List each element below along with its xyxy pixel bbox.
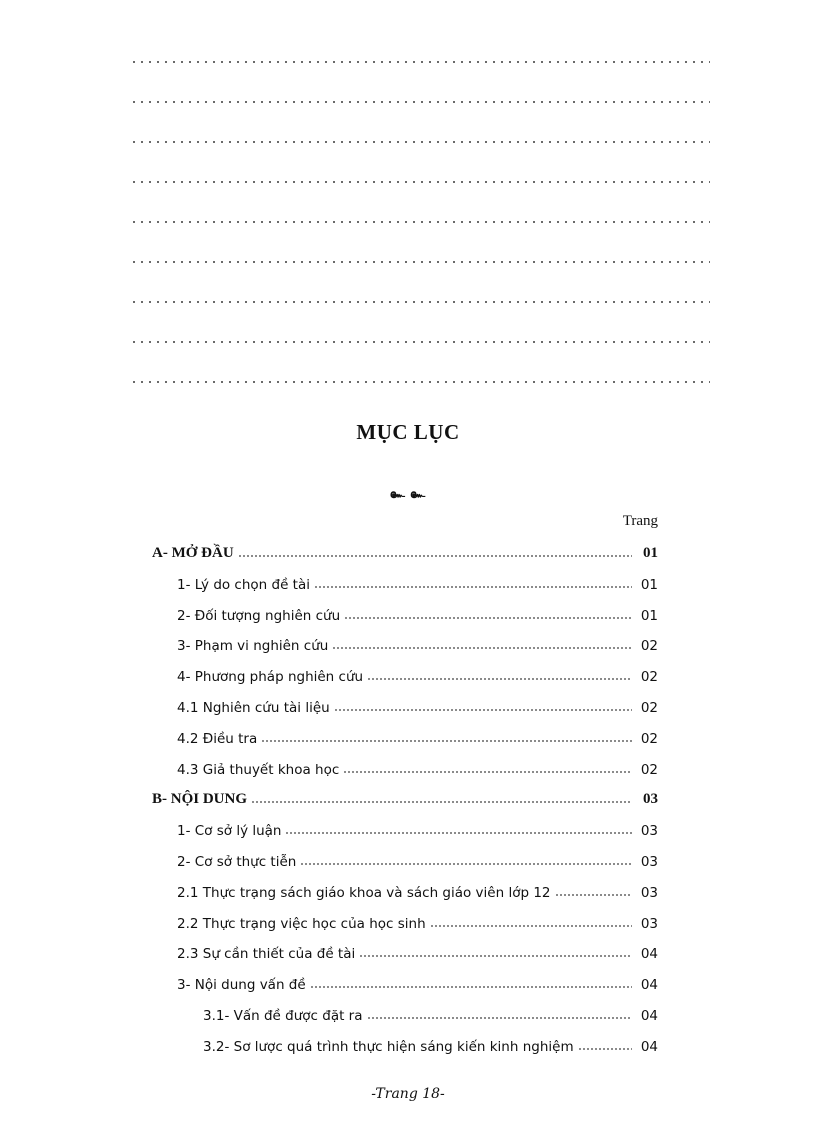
toc-entry-page: 03	[640, 916, 658, 932]
dot-leader	[430, 925, 632, 927]
dot-leader	[343, 771, 632, 773]
toc-entry-page: 01	[643, 545, 658, 561]
dot-leader	[238, 555, 632, 557]
toc-entry-page: 04	[640, 977, 658, 993]
dot-leader	[300, 863, 632, 865]
toc-entry-page: 01	[640, 608, 658, 624]
toc-entry[interactable]	[177, 756, 658, 778]
toc-entry-title: 3- Nội dung vấn đề	[177, 977, 306, 993]
toc-entry[interactable]	[177, 848, 658, 870]
toc-entry-title: 4- Phương pháp nghiên cứu	[177, 669, 364, 685]
toc-section[interactable]	[152, 786, 658, 808]
page-footer: -Trang 18-	[371, 1086, 445, 1102]
dotted-line	[130, 101, 710, 103]
page-column-label: Trang	[622, 513, 658, 529]
toc-entry[interactable]	[203, 1033, 658, 1055]
toc-entry-title: 4.3 Giả thuyết khoa học	[177, 762, 340, 778]
toc-entry[interactable]	[177, 725, 658, 747]
toc-entry[interactable]	[177, 817, 658, 839]
toc-entry[interactable]	[177, 910, 658, 932]
toc-entry-title: A- MỞ ĐẦU	[152, 545, 234, 561]
dot-leader	[251, 801, 632, 803]
toc-entry[interactable]	[177, 940, 658, 962]
toc-entry-title: 2.2 Thực trạng việc học của học sinh	[177, 916, 426, 932]
toc-entry-title: 3.1- Vấn đề được đặt ra	[203, 1008, 363, 1024]
toc-entry-title: 2- Đối tượng nghiên cứu	[177, 608, 341, 624]
toc-entry[interactable]	[177, 694, 658, 716]
dot-leader	[261, 740, 632, 742]
toc-entry-page: 04	[640, 946, 658, 962]
toc-entry-page: 04	[640, 1008, 658, 1024]
toc-entry-page: 03	[640, 854, 658, 870]
toc-entry-title: B- NỘI DUNG	[152, 791, 248, 807]
dot-leader	[367, 1017, 632, 1019]
toc-entry-page: 02	[640, 762, 658, 778]
dotted-line	[130, 221, 710, 223]
toc-entry-title: 2.1 Thực trạng sách giáo khoa và sách giáo viên lớp 12	[177, 885, 551, 901]
toc-entry-page: 03	[640, 885, 658, 901]
dot-leader	[367, 678, 632, 680]
dot-leader	[314, 586, 632, 588]
ornament-divider: ๛ ๛	[389, 486, 427, 501]
dotted-line	[130, 181, 710, 183]
toc-entry-title: 3- Phạm vi nghiên cứu	[177, 638, 329, 654]
toc-entry[interactable]	[177, 971, 658, 993]
toc-entry[interactable]	[203, 1002, 658, 1024]
dotted-line	[130, 301, 710, 303]
toc-entry[interactable]	[177, 879, 658, 901]
toc-entry-page: 02	[640, 669, 658, 685]
toc-entry-page: 02	[640, 638, 658, 654]
dotted-line	[130, 341, 710, 343]
dot-leader	[344, 617, 632, 619]
dotted-line	[130, 61, 710, 63]
dot-leader	[334, 709, 632, 711]
dot-leader	[285, 832, 632, 834]
toc-entry-title: 1- Lý do chọn đề tài	[177, 577, 311, 593]
toc-entry-title: 4.1 Nghiên cứu tài liệu	[177, 700, 330, 716]
dot-leader	[310, 986, 632, 988]
dotted-line	[130, 141, 710, 143]
dotted-line	[130, 381, 710, 383]
toc-entry[interactable]	[177, 663, 658, 685]
toc-entry-page: 04	[640, 1039, 658, 1055]
toc-entry[interactable]	[177, 602, 658, 624]
toc-entry-title: 1- Cơ sở lý luận	[177, 823, 282, 839]
toc-entry-page: 03	[643, 791, 658, 807]
toc-entry-page: 03	[640, 823, 658, 839]
toc-entry-title: 3.2- Sơ lược quá trình thực hiện sáng kiến kinh nghiệm	[203, 1039, 574, 1055]
toc-section[interactable]	[152, 540, 658, 562]
toc-entry-title: 2- Cơ sở thực tiễn	[177, 854, 297, 870]
dot-leader	[578, 1048, 632, 1050]
toc-entry-page: 02	[640, 731, 658, 747]
toc-entry-title: 4.2 Điều tra	[177, 731, 258, 747]
toc-entry[interactable]	[177, 632, 658, 654]
dot-leader	[332, 647, 632, 649]
page-title: MỤC LỤC	[356, 420, 460, 444]
dot-leader	[359, 955, 632, 957]
dotted-line	[130, 261, 710, 263]
toc-entry-title: 2.3 Sự cần thiết của đề tài	[177, 946, 356, 962]
toc-entry-page: 01	[640, 577, 658, 593]
toc-entry-page: 02	[640, 700, 658, 716]
dot-leader	[555, 894, 633, 896]
toc-entry[interactable]	[177, 571, 658, 593]
